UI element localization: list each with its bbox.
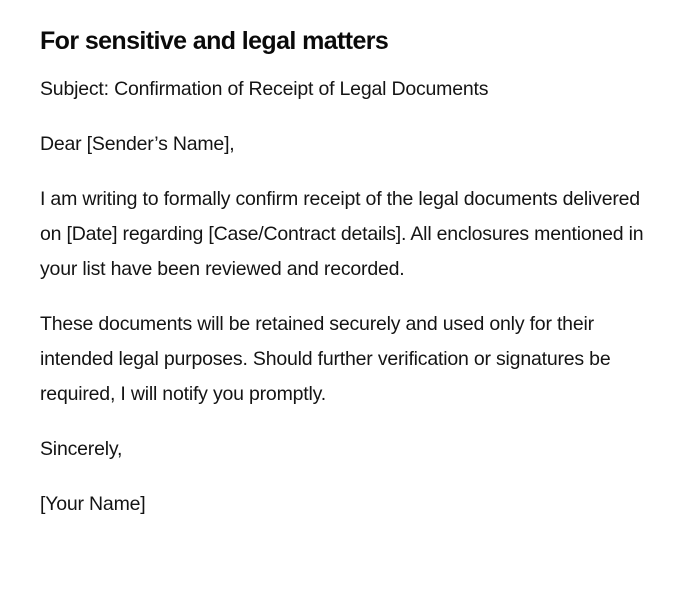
body-paragraph-2: These documents will be retained securely and used only for their intended legal purposes. Should further verification or signatures be required, I will notify you promptly. <box>40 313 611 405</box>
subject-line: Subject: Confirmation of Receipt of Legal Documents <box>40 78 489 100</box>
salutation: Dear [Sender’s Name], <box>40 133 235 155</box>
section-heading: For sensitive and legal matters <box>40 27 389 55</box>
body-paragraph-1: I am writing to formally confirm receipt of the legal documents delivered on [Date] regarding [Case/Contract details]. All enclosures mentioned in your list have been reviewed and recorded. <box>40 188 644 280</box>
signature-placeholder: [Your Name] <box>40 493 146 515</box>
closing: Sincerely, <box>40 438 123 460</box>
